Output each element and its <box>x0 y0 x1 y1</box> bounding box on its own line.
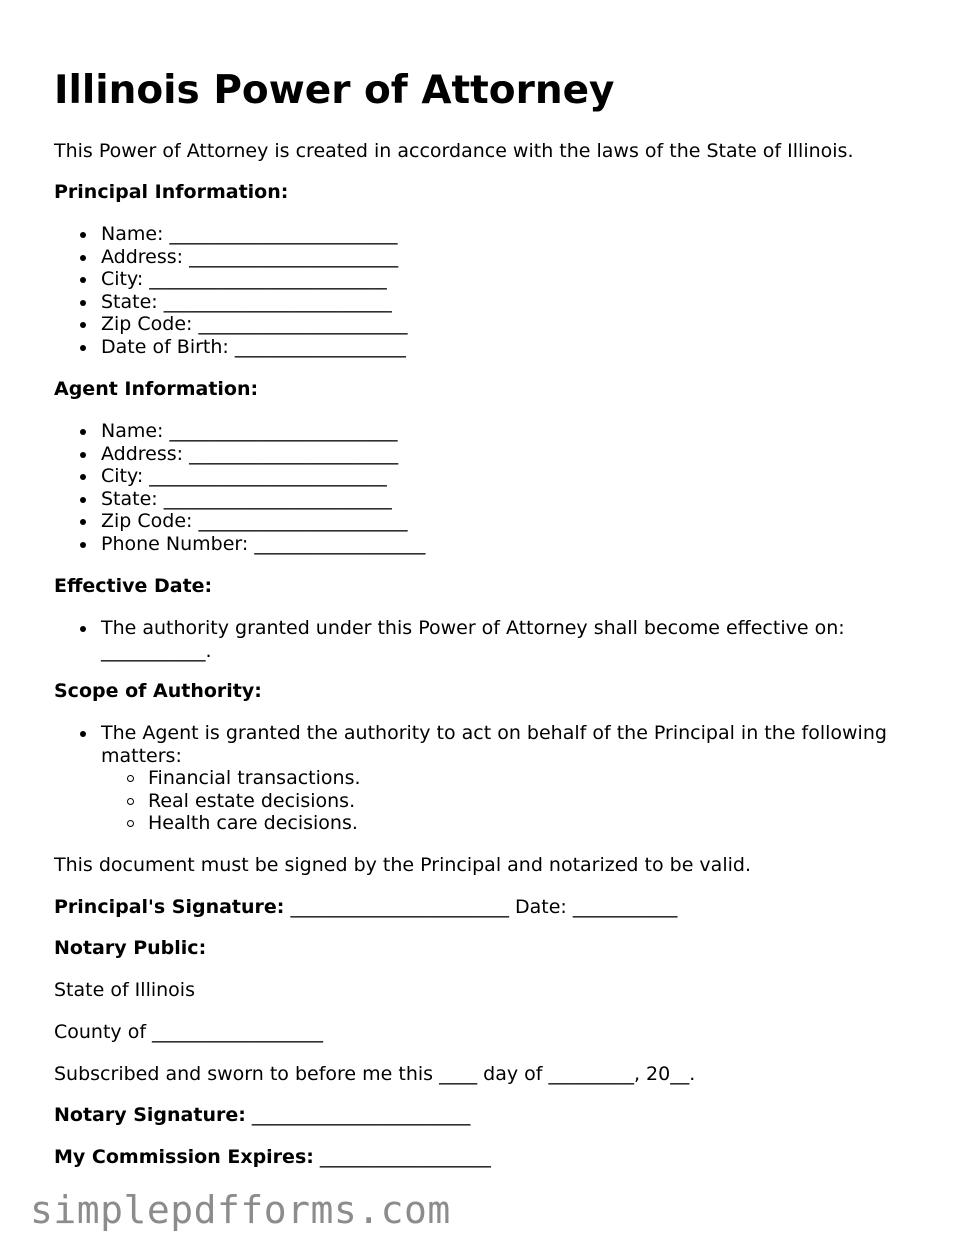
principal-signature-line: _______________________ <box>284 896 509 918</box>
scope-list <box>54 722 891 835</box>
principal-dob-field: Date of Birth: __________________ <box>101 335 406 358</box>
commission-expires-label: My Commission Expires: <box>54 1146 314 1168</box>
notary-signature-row <box>54 1104 470 1127</box>
scope-heading: Scope of Authority: <box>54 680 262 702</box>
principal-city-field: City: _________________________ <box>101 268 407 291</box>
scope-health-care-item: Health care decisions. <box>148 812 891 835</box>
agent-state-field: State: ________________________ <box>101 488 425 511</box>
watermark-text: simplepdfforms.com <box>30 1188 451 1232</box>
principal-heading: Principal Information: <box>54 181 289 203</box>
agent-address-field: Address: ______________________ <box>101 443 425 466</box>
scope-real-estate-item: Real estate decisions. <box>148 790 891 813</box>
principal-address-field: Address: ______________________ <box>101 246 407 269</box>
agent-zip-field: Zip Code: ______________________ <box>101 510 425 533</box>
effective-date-heading: Effective Date: <box>54 575 213 597</box>
principal-signature-label: Principal's Signature: <box>54 896 285 918</box>
notary-heading: Notary Public: <box>54 937 207 959</box>
agent-name-field: Name: ________________________ <box>101 420 425 443</box>
principal-signature-row <box>54 896 677 919</box>
principal-name-field: Name: ________________________ <box>101 223 407 246</box>
principal-zip-field: Zip Code: ______________________ <box>101 313 408 336</box>
validity-text: This document must be signed by the Principal and notarized to be valid. <box>54 854 751 876</box>
notary-signature-line: _______________________ <box>245 1104 471 1126</box>
principal-fields-list <box>54 223 407 359</box>
notary-sworn-text: Subscribed and sworn to before me this ____ day of _________, 20__. <box>54 1063 696 1085</box>
scope-item <box>101 722 891 835</box>
page-title: Illinois Power of Attorney <box>54 68 615 113</box>
agent-heading: Agent Information: <box>54 378 259 400</box>
notary-state: State of Illinois <box>54 979 195 1001</box>
effective-date-list <box>54 617 891 662</box>
agent-fields-list <box>54 420 425 556</box>
principal-state-field: State: ________________________ <box>101 291 407 314</box>
intro-text: This Power of Attorney is created in accordance with the laws of the State of Illinois. <box>54 140 854 162</box>
scope-text: The Agent is granted the authority to act on behalf of the Principal in the following matters: <box>101 722 887 767</box>
signature-date-field: Date: ___________ <box>508 896 678 918</box>
effective-date-text: The authority granted under this Power of Attorney shall become effective on: ___________. <box>101 617 891 662</box>
commission-expires-line: __________________ <box>313 1146 491 1168</box>
scope-financial-item: Financial transactions. <box>148 767 891 790</box>
commission-expires-row <box>54 1146 491 1169</box>
notary-county-field: County of __________________ <box>54 1021 324 1043</box>
notary-signature-label: Notary Signature: <box>54 1104 246 1126</box>
agent-phone-field: Phone Number: __________________ <box>101 532 426 555</box>
agent-city-field: City: _________________________ <box>101 465 425 488</box>
scope-sublist <box>101 767 891 835</box>
